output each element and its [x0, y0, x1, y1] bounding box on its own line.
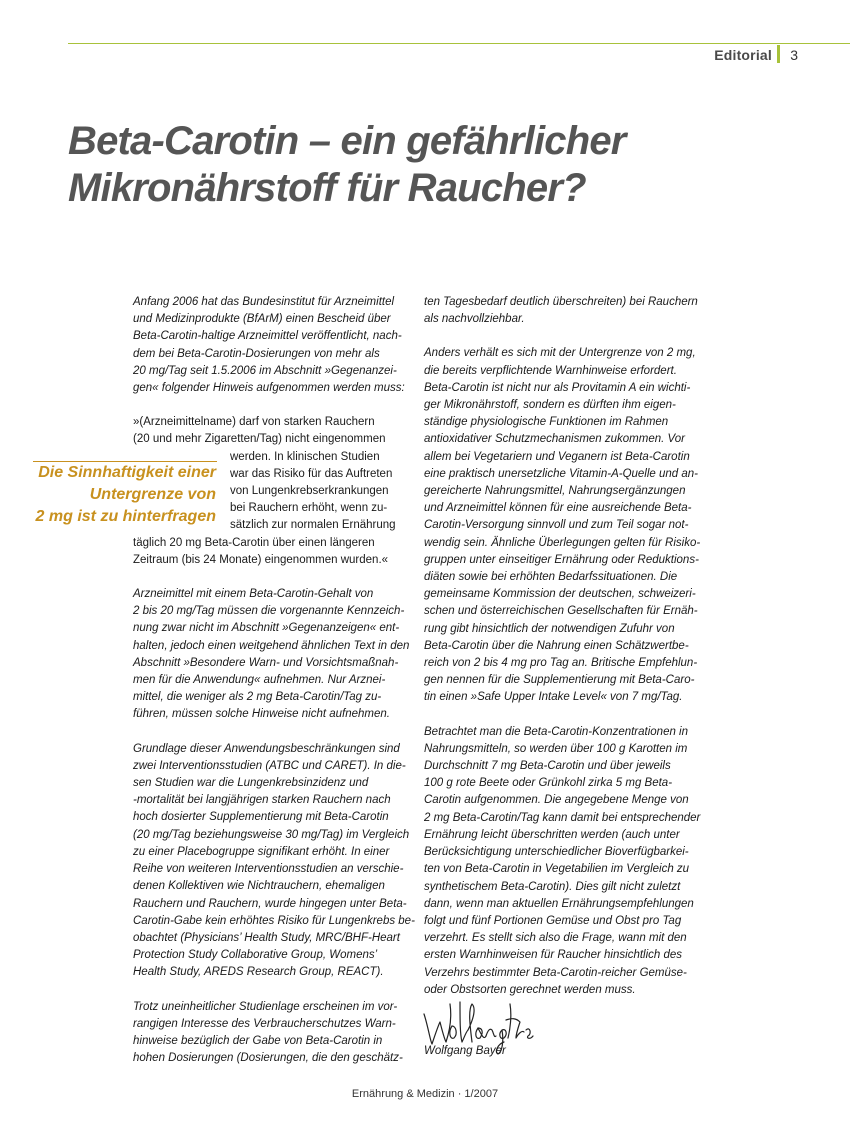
section-label: Editorial	[714, 47, 772, 63]
text-line: Abschnitt »Besondere Warn- und Vorsichtsmaßnah-	[133, 656, 399, 669]
text-line: Reihe von weiteren Interventionsstudien an verschie-	[133, 863, 404, 876]
text-line: die bereits verpflichtende Warnhinweise erfordert.	[424, 364, 677, 377]
text-line: verzehrt. Es stellt sich also die Frage, wann mit den	[424, 932, 687, 945]
text-line: Arzneimittel mit einem Beta-Carotin-Gehalt von	[133, 588, 374, 601]
text-line: ten Tagesbedarf deutlich überschreiten) bei Rauchern	[424, 296, 698, 308]
text-line: mittel, die weniger als 2 mg Beta-Carotin/Tag zu-	[133, 691, 382, 704]
text-line: allem bei Vegetariern und Veganern ist Beta-Carotin	[424, 450, 690, 463]
text-line: ten von Beta-Carotin in Vegetabilien im Vergleich zu	[424, 863, 690, 876]
text-line: rung gibt hinsichtlich der notwendigen Zufuhr von	[424, 622, 675, 635]
text-line: wendig sein. Ähnliche Überlegungen gelten für Risiko-	[424, 536, 701, 549]
text-line: synthetischem Beta-Carotin). Dies gilt nicht zuletzt	[424, 880, 681, 893]
right-column	[424, 294, 704, 999]
text-line: und Arzneimittel können für eine ausreichende Beta-	[424, 502, 692, 515]
left-column	[133, 294, 415, 1067]
article-title	[68, 118, 788, 212]
text-line: tin einen »Safe Upper Intake Level« von 7 mg/Tag.	[424, 691, 683, 704]
text-line: hoch dosierter Supplementierung mit Beta-Carotin	[133, 811, 389, 824]
text-line: sen Studien war die Lungenkrebsinzidenz und	[133, 777, 369, 790]
text-line: Beta-Carotin über die Nahrung einen Schätzwertbe-	[424, 639, 689, 652]
text-line: diäten sowie bei erhöhten Bedarfssituationen. Die	[424, 571, 678, 584]
text-line: oder Obstsorten gerechnet werden muss.	[424, 983, 636, 996]
text-line: reich von 2 bis 4 mg pro Tag an. Britische Empfehlun-	[424, 657, 698, 670]
header-rule	[68, 43, 850, 44]
text-line: men für die Anwendung« aufnehmen. Nur Arznei-	[133, 674, 386, 687]
paragraph	[133, 741, 415, 982]
paragraph	[133, 999, 408, 1068]
text-line: als nachvollziehbar.	[424, 313, 525, 326]
text-line: (20 mg/Tag beziehungsweise 30 mg/Tag) im Vergleich	[133, 828, 410, 841]
text-line: antioxidativer Schutzmechanismen zukommen. Vor	[424, 433, 685, 446]
text-line: Carotin aufgenommen. Die angegebene Menge von	[424, 794, 689, 807]
text-line: obachtet (Physicians’ Health Study, MRC/BHF-Heart	[133, 931, 400, 944]
paragraph	[424, 724, 704, 999]
text-line: Nahrungsmitteln, so werden über 100 g Karotten im	[424, 742, 688, 755]
warning-quote	[133, 414, 408, 569]
paragraph-intro	[133, 294, 408, 397]
text-line: Carotin-Versorgung sinnvoll und zum Teil sogar not-	[424, 519, 689, 532]
text-line: schen und österreichischen Gesellschaften für Ernäh-	[424, 605, 698, 618]
text-line: ständige physiologische Funktionen im Rahmen	[424, 416, 669, 429]
section-accent-bar	[777, 45, 780, 63]
text-line: Anders verhält es sich mit der Untergrenze von 2 mg,	[424, 347, 696, 360]
text-line: dann, wenn man aktuellen Ernährungsempfehlungen	[424, 897, 694, 910]
text-line: rangigen Interesse des Verbraucherschutzes Warn-	[133, 1017, 396, 1030]
text-line: Berücksichtigung unterschiedlicher Bioverfügbarkei-	[424, 846, 689, 859]
text-line: Protection Study Collaborative Group, Womens’	[133, 949, 378, 962]
paragraph	[133, 586, 408, 724]
text-line: gen« folgender Hinweis aufgenommen werden muss:	[133, 382, 405, 395]
text-line: gruppen unter einseitiger Ernährung oder Reduktions-	[424, 553, 699, 566]
title-line-2: Mikronährstoff für Raucher?	[68, 166, 586, 210]
text-line: 100 g rote Beete oder Grünkohl zirka 5 mg Beta-	[424, 777, 673, 790]
text-line: -mortalität bei langjährigen starken Rauchern nach	[133, 794, 391, 807]
text-line: 2 bis 20 mg/Tag müssen die vorgenannte Kennzeich-	[133, 605, 405, 618]
text-line: nung zwar nicht im Abschnitt »Gegenanzeigen« ent-	[133, 622, 400, 635]
text-line: (20 und mehr Zigaretten/Tag) nicht eingenommen	[133, 433, 386, 446]
text-line: gereicherte Nahrungsmittel, Nahrungsergänzungen	[424, 485, 686, 498]
page-number: 3	[790, 47, 798, 63]
text-line: gemeinsame Kommission der deutschen, schweizeri-	[424, 588, 696, 601]
text-line: und Medizinprodukte (BfArM) einen Bescheid über	[133, 313, 391, 326]
text-line: zwei Interventionsstudien (ATBC und CARET). In die-	[133, 759, 406, 772]
text-line: täglich 20 mg Beta-Carotin über einen längeren	[133, 536, 375, 549]
pull-quote-line: Untergrenze von	[89, 486, 216, 503]
pull-quote-line: Die Sinnhaftigkeit einer	[38, 464, 216, 481]
author-name: Wolfgang Bayer	[424, 1045, 506, 1057]
text-line: Grundlage dieser Anwendungsbeschränkungen sind	[133, 742, 400, 755]
text-line: ger Mikronährstoff, sondern es dürften ihm eigen-	[424, 399, 676, 412]
text-line: Beta-Carotin-haltige Arzneimittel veröffentlicht, nach-	[133, 330, 402, 343]
text-line: führen, müssen solche Hinweise nicht aufnehmen.	[133, 708, 390, 721]
text-line: denen Kollektiven wie Nichtrauchern, ehemaligen	[133, 880, 385, 893]
text-line: bei Rauchern erhöht, wenn zu-	[230, 502, 388, 515]
text-line: Beta-Carotin ist nicht nur als Provitamin A ein wichti-	[424, 381, 691, 394]
paragraph	[424, 294, 704, 328]
text-line: von Lungenkrebserkrankungen	[230, 485, 389, 498]
paragraph	[424, 345, 704, 706]
text-line: 20 mg/Tag seit 1.5.2006 im Abschnitt »Gegenanzei-	[133, 364, 397, 377]
text-line: zu einer Placebogruppe signifikant erhöht. In einer	[133, 845, 390, 858]
text-line: 2 mg Beta-Carotin/Tag kann damit bei entsprechender	[424, 811, 701, 824]
text-line: Verzehrs bestimmter Beta-Carotin-reicher Gemüse-	[424, 966, 687, 979]
text-line: Durchschnitt 7 mg Beta-Carotin und über jeweils	[424, 760, 671, 773]
footer-citation: Ernährung & Medizin · 1/2007	[351, 1088, 499, 1100]
text-line: sätzlich zur normalen Ernährung	[230, 519, 396, 532]
text-line: war das Risiko für das Auftreten	[230, 467, 393, 480]
text-line: Zeitraum (bis 24 Monate) eingenommen wurden.«	[133, 553, 389, 566]
text-line: Carotin-Gabe kein erhöhtes Risiko für Lungenkrebs be-	[133, 914, 415, 927]
title-line-1: Beta-Carotin – ein gefährlicher	[68, 119, 626, 163]
text-line: folgt und fünf Portionen Gemüse und Obst pro Tag	[424, 914, 682, 927]
text-line: Rauchern und Rauchern, wurde hingegen unter Beta-	[133, 897, 407, 910]
text-line: hohen Dosierungen (Dosierungen, die den geschätz-	[133, 1052, 403, 1065]
text-line: Anfang 2006 hat das Bundesinstitut für Arzneimittel	[133, 296, 395, 308]
text-line: Betrachtet man die Beta-Carotin-Konzentrationen in	[424, 725, 689, 738]
text-line: Ernährung leicht überschritten werden (auch unter	[424, 828, 680, 841]
text-line: Health Study, AREDS Research Group, REACT).	[133, 966, 384, 979]
text-line: »(Arzneimittelname) darf von starken Rauchern	[133, 416, 375, 429]
text-line: eine praktisch unersetzliche Vitamin-A-Quelle und an-	[424, 467, 699, 480]
text-line: ersten Warnhinweisen für Raucher hinsichtlich des	[424, 949, 683, 962]
pull-quote-line: 2 mg ist zu hinterfragen	[35, 508, 216, 525]
text-line: halten, jedoch einen weitgehend ähnlichen Text in den	[133, 639, 410, 652]
text-line: dem bei Beta-Carotin-Dosierungen von mehr als	[133, 347, 380, 360]
text-line: werden. In klinischen Studien	[230, 450, 380, 463]
text-line: hinweise bezüglich der Gabe von Beta-Carotin in	[133, 1034, 383, 1047]
text-line: Trotz uneinheitlicher Studienlage erscheinen im vor-	[133, 1000, 398, 1013]
text-line: gen nennen für die Supplementierung mit Beta-Caro-	[424, 674, 695, 687]
